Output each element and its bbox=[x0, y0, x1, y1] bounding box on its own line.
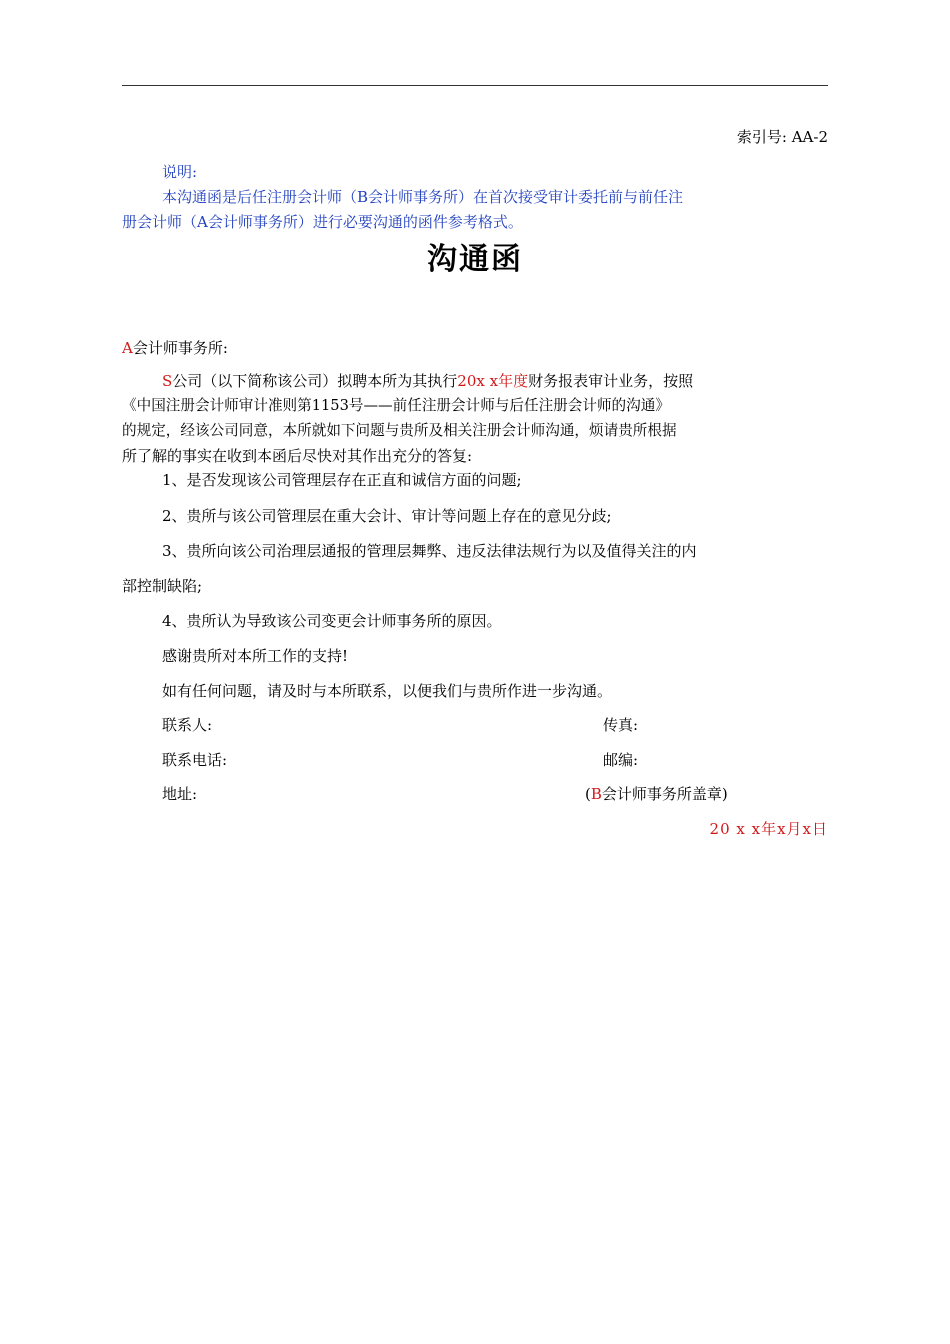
addressee bbox=[122, 338, 228, 358]
note-label: 说明: bbox=[162, 163, 198, 181]
phone-label: 联系电话: bbox=[162, 751, 228, 769]
body-part-1: 公司（以下简称该公司）拟聘本所为其执行 bbox=[172, 372, 458, 390]
list-item: 2、贵所与该公司管理层在重大会计、审计等问题上存在的意见分歧; bbox=[162, 507, 612, 525]
list-item-continuation: 部控制缺陷; bbox=[122, 577, 203, 595]
body-year: 20x x年度 bbox=[457, 372, 529, 390]
list-item: 3、贵所向该公司治理层通报的管理层舞弊、违反法律法规行为以及值得关注的内 bbox=[162, 542, 697, 560]
body-company-s: S bbox=[162, 372, 173, 390]
header-rule bbox=[122, 85, 828, 86]
stamp-rest: 会计师事务所盖章) bbox=[601, 785, 728, 803]
addressee-prefix: A bbox=[122, 339, 133, 357]
body-line-4: 所了解的事实在收到本函后尽快对其作出充分的答复: bbox=[122, 447, 473, 465]
address-label: 地址: bbox=[162, 785, 198, 803]
body-line-1 bbox=[162, 371, 693, 391]
list-item: 1、是否发现该公司管理层存在正直和诚信方面的问题; bbox=[162, 471, 522, 489]
body-line-2: 《中国注册会计师审计准则第1153号——前任注册会计师与后任注册会计师的沟通》 bbox=[122, 397, 670, 414]
list-item: 4、贵所认为导致该公司变更会计师事务所的原因。 bbox=[162, 612, 502, 630]
stamp-open: ( bbox=[585, 785, 591, 803]
index-number: 索引号: AA-2 bbox=[736, 128, 828, 146]
contact-note: 如有任何问题，请及时与本所联系，以便我们与贵所作进一步沟通。 bbox=[162, 682, 613, 700]
postcode-label: 邮编: bbox=[603, 751, 639, 769]
note-line-1: 本沟通函是后任注册会计师（B会计师事务所）在首次接受审计委托前与前任注 bbox=[162, 188, 684, 206]
addressee-rest: 会计师事务所: bbox=[132, 339, 228, 357]
stamp-line bbox=[585, 784, 728, 804]
contact-person-label: 联系人: bbox=[162, 716, 213, 734]
letter-title: 沟通函 bbox=[427, 242, 523, 277]
letter-date: 20 x x年x月x日 bbox=[709, 820, 828, 838]
thanks-line: 感谢贵所对本所工作的支持! bbox=[162, 647, 349, 665]
note-line-2: 册会计师（A会计师事务所）进行必要沟通的函件参考格式。 bbox=[122, 213, 523, 231]
fax-label: 传真: bbox=[603, 716, 639, 734]
body-line-3: 的规定，经该公司同意，本所就如下问题与贵所及相关注册会计师沟通，烦请贵所根据 bbox=[122, 422, 677, 439]
stamp-b: B bbox=[590, 785, 602, 803]
body-part-2: 财务报表审计业务，按照 bbox=[528, 372, 694, 390]
